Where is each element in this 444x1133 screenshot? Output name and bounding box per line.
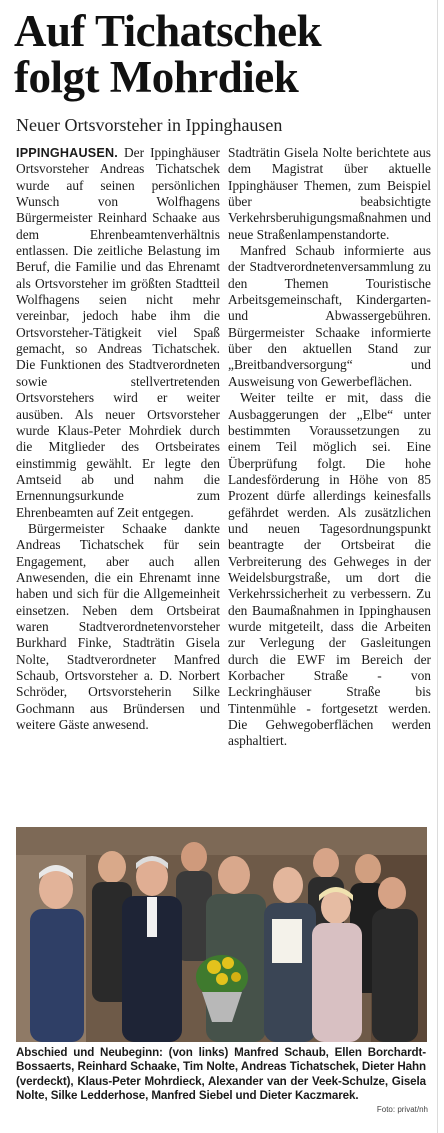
column-1-paragraph-1 (16, 145, 220, 521)
headline-line-1: Auf Tichatschek (14, 6, 322, 56)
photo-credit: Foto: privat/nh (376, 1105, 428, 1114)
article-column-2 (228, 145, 431, 750)
group-photo-illustration (16, 827, 427, 1042)
article-column-1 (16, 145, 220, 733)
headline-line-2: folgt Mohrdiek (14, 52, 299, 102)
photo-caption: Abschied und Neubeginn: (von links) Manfred Schaub, Ellen Borchardt-Bossaerts, Reinhard Schaake, Tim Nolte, Andreas Tichatschek, Dieter Hahn (verdeckt), Klaus-Peter Mohrdieck, Alexander van der Veek-Schulze, Gisela Nolte, Silke Ledderhose, Manfred Siebel und Dieter Kaczmarek. (16, 1046, 426, 1103)
column-2-paragraph-1: Stadträtin Gisela Nolte berichtete aus dem Magistrat über aktuelle Ippinghäuser Themen, zum Beispiel über beabsichtigte Verkehrsberuhigungsmaßnahmen und neue Straßenlampenstandorte. (228, 145, 431, 242)
dateline: IPPINGHAUSEN. (16, 146, 118, 160)
column-2-paragraph-3: Weiter teilte er mit, dass die Ausbaggerungen der „Elbe“ unter bestimmten Voraussetzungen zu einem Teil möglich sei. Eine Überprüfung folgt. Die hohe Landesförderung in Höhe von 85 Prozent dürfe allerdings keinesfalls gefährdet werden. Als zusätzlichen und neuen Tagesordnungspunkt beantragte der Ortsbeirat die Verbreiterung des Gehweges in der Weidelsburgstraße, um dort die Verkehrssicherheit zu verbessern. Zu den Baumaßnahmen in Ippinghausen wurde mitgeteilt, dass die Arbeiten zur Verlegung der Gasleitungen durch die EWF im Bereich der Korbacher Straße - von Leckringhäuser Straße bis Tintenmühle - fortgesetzt werden. Die Gehwegoberflächen werden asphaltiert. (228, 390, 431, 749)
page-edge-rule (437, 0, 438, 1133)
column-2-paragraph-2: Manfred Schaub informierte aus der Stadtverordnetenversammlung zu den Themen Touristische Arbeitsgemeinschaft, Kindergarten- und Abwassergebühren. Bürgermeister Schaake informierte über den aktuellen Stand zur „Breitbandversorgung“ und Ausweisung von Gewerbeflächen. (228, 243, 431, 389)
subheadline: Neuer Ortsvorsteher in Ippinghausen (16, 115, 283, 135)
headline (14, 8, 434, 100)
column-1-paragraph-2: Bürgermeister Schaake dankte Andreas Tichatschek für sein Engagement, aber auch allen Anwesenden, die ein Ehrenamt inne haben und sich für die Allgemeinheit einsetzen. Neben dem Ortsbeirat waren Stadtverordnetenvorsteher Burkhard Finke, Stadträtin Gisela Nolte, Stadtverordneter Manfred Schaub, Ortsvorsteher a. D. Norbert Schröder, Ortsvorsteherin Silke Gochmann aus Bründersen und weitere Gäste anwesend. (16, 520, 220, 733)
column-1-paragraph-1-text: Der Ippinghäuser Ortsvorsteher Andreas Tichatschek wurde auf seinen persönlichen Wunsch von Wolfhagens Bürgermeister Reinhard Schaake aus dem Ehrenbeamtenverhältnis entlassen. Die zeitliche Belastung im Beruf, die Familie und das Ehrenamt als Ortsvorsteher im größten Stadtteil Wolfhagens seien nicht mehr vereinbar, jedoch habe ihm die Ortsvorsteher-Tätigkeit viel Spaß gemacht, so Andreas Tichatschek. Die Funktionen des Stadtverordneten sowie stellvertretenden Ortsvorstehers wird er weiter ausüben. Als neuer Ortsvorsteher wurde Klaus-Peter Mohrdiek durch die Mitglieder des Ortsbeirates einstimmig gewählt. Er legte den Amtseid ab und nahm die Ernennungsurkunde zum Ehrenbeamten auf Zeit entgegen. (16, 145, 220, 520)
group-photo (16, 827, 427, 1042)
